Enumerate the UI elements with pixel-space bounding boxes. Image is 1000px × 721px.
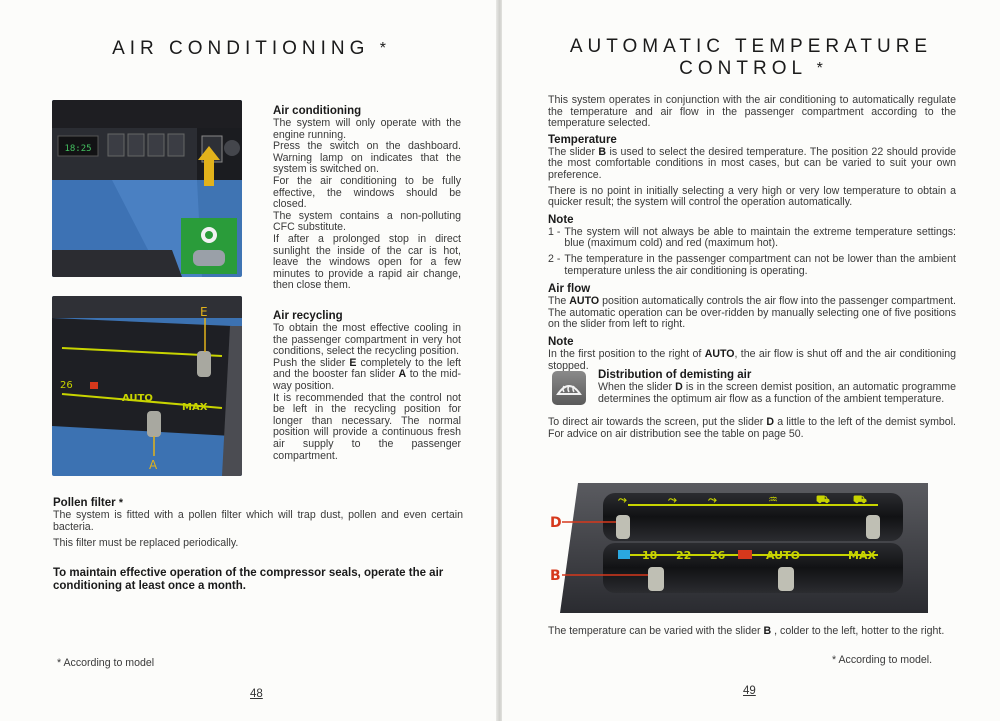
air-conditioning-heading: Air conditioning xyxy=(273,105,362,117)
demisting-p2-block xyxy=(548,417,956,440)
recycling-auto-label: AUTO xyxy=(122,393,153,404)
air-conditioning-section xyxy=(273,104,461,292)
right-page-number: 49 xyxy=(743,685,756,697)
temperature-p1-c: is used to select the desired temperature. The position 22 should provide the most comfortable conditions in most cases, but can be varied to suit your own preference. xyxy=(548,145,956,181)
air-recycling-p1: To obtain the most effective cooling in the passenger compartment in very hot conditions, select the recycling position. xyxy=(273,322,461,358)
panel-caption-text xyxy=(548,626,956,638)
right-title-line2-wrap xyxy=(502,58,1000,80)
cold-indicator xyxy=(618,550,630,559)
svg-text:⤳: ⤳ xyxy=(618,493,627,506)
slider-d[interactable] xyxy=(616,515,630,539)
svg-text:⤳: ⤳ xyxy=(668,493,677,506)
max-label: MAX xyxy=(848,549,876,562)
note1-item1-number: 1 - xyxy=(548,225,561,238)
demisting-section xyxy=(598,368,956,405)
slider-e-knob xyxy=(197,351,211,377)
demisting-heading: Distribution of demisting air xyxy=(598,369,752,381)
svg-text:⛟: ⛟ xyxy=(816,493,830,506)
note1-item2-text: The temperature in the passenger compartment can not be lower than the ambient temperature unless the air conditioning is operating. xyxy=(564,252,956,277)
note2-text-a: In the first position to the right of xyxy=(548,347,705,360)
note2-text-c: , the air flow is shut off and the air conditioning stopped. xyxy=(548,347,956,372)
temp-22-label: 22 xyxy=(676,549,692,562)
note1-item1-text: The system will not always be able to maintain the extreme temperature settings: blue (maximum cold) and red (maximum hot). xyxy=(564,225,956,250)
note1-item2-number: 2 - xyxy=(548,252,561,265)
dashboard-switch-illustration xyxy=(52,100,242,277)
air-conditioning-body: The system will only operate with the engine running. Press the switch on the dashboard. Warning lamp on indicates that the system is switched on. For the air conditioning to be fully effective, the windows should be closed. The system contains a non-polluting CFC substitute. If after a prolonged stop in direct sunlight the inside of the car is hot, leave the windows open for a few minutes to provide a rapid air change, then close them. xyxy=(273,117,461,292)
left-footnote: * According to model xyxy=(57,657,155,669)
right-title-line2: CONTROL xyxy=(679,58,807,79)
air-recycling-p2-c: completely to the left and the booster fan slider xyxy=(273,356,461,381)
panel-caption-a: The temperature can be varied with the slider xyxy=(548,625,764,637)
air-recycling-photo xyxy=(52,296,242,476)
air-flow-text xyxy=(548,296,956,331)
panel-caption-c: , colder to the left, hotter to the right. xyxy=(771,625,945,637)
air-recycling-p2 xyxy=(273,358,461,393)
note1-item1 xyxy=(548,227,956,250)
right-page xyxy=(502,0,1000,721)
air-recycling-p3: It is recommended that the control not be left in the recycling position for longer than necessary. The normal position will provide a continuous fresh air supply to the passenger compartment. xyxy=(273,391,461,462)
dashboard-switch-photo xyxy=(52,100,242,277)
note1-item2 xyxy=(548,254,956,277)
slider-e-ref: E xyxy=(349,356,357,369)
panel-caption xyxy=(548,626,956,638)
recycling-max-label: MAX xyxy=(182,402,208,413)
pollen-filter-heading: Pollen filter xyxy=(53,497,116,509)
note1-heading: Note xyxy=(548,213,574,226)
left-title-star: * xyxy=(379,40,386,57)
temperature-p1 xyxy=(548,147,956,182)
svg-text:⛟: ⛟ xyxy=(853,493,867,506)
air-recycling-section xyxy=(273,309,461,462)
temp-18-label: 18 xyxy=(642,549,658,562)
air-recycling-p2-e: to the mid-way position. xyxy=(273,368,461,392)
pollen-filter-section xyxy=(53,496,463,550)
recycling-callout-a: A xyxy=(149,458,158,472)
callout-b: B xyxy=(550,568,561,584)
air-recycling-p2-a: Push the slider xyxy=(273,356,350,369)
slider-fan[interactable] xyxy=(778,567,794,591)
callout-d: D xyxy=(550,515,562,531)
atc-text-column xyxy=(548,95,956,372)
note2-auto: AUTO xyxy=(704,347,735,360)
pollen-filter-star: * xyxy=(118,497,123,509)
recycling-temp-label: 26 xyxy=(60,380,73,391)
air-flow-auto: AUTO xyxy=(569,295,600,308)
atc-control-panel xyxy=(548,479,928,615)
slider-a-knob xyxy=(147,411,161,437)
air-recycling-heading: Air recycling xyxy=(273,310,343,322)
atc-intro: This system operates in conjunction with the air conditioning to automatically regulate the temperature and air flow in the passenger compartment according to the temperature selected. xyxy=(548,94,956,130)
demisting-p2-c: a little to the left of the demist symbol. For advice on air distribution see the table on page 50. xyxy=(548,416,956,440)
note2-heading: Note xyxy=(548,335,574,348)
left-page xyxy=(0,0,498,721)
slider-a-ref: A xyxy=(398,368,407,381)
demisting-p1 xyxy=(598,382,956,405)
recycling-callout-e: E xyxy=(200,305,208,319)
right-page-title xyxy=(502,36,1000,80)
compressor-warning xyxy=(53,567,463,593)
slider-b-ref: B xyxy=(598,145,607,158)
left-page-number: 48 xyxy=(250,688,263,700)
hot-indicator xyxy=(738,550,752,559)
temp-26-label: 26 xyxy=(710,549,726,562)
auto-label: AUTO xyxy=(766,549,800,562)
temperature-p2: There is no point in initially selecting a very high or very low temperature to obtain a quicker result; the system will control the operation automatically. xyxy=(548,184,956,209)
air-flow-text-a: The xyxy=(548,295,570,308)
right-footnote: * According to model. xyxy=(832,654,933,666)
recycling-panel-illustration xyxy=(52,296,242,476)
temperature-p1-a: The slider xyxy=(548,145,599,158)
slider-d-ref-2: D xyxy=(766,416,775,428)
clock-display: 18:25 xyxy=(64,144,92,154)
right-title-line1: AUTOMATIC TEMPERATURE xyxy=(569,36,933,57)
panel-caption-slider-b: B xyxy=(763,625,772,637)
demist-symbol xyxy=(552,371,586,405)
slider-b[interactable] xyxy=(648,567,664,591)
svg-text:⤳: ⤳ xyxy=(708,493,717,506)
pollen-filter-heading-line xyxy=(53,496,463,510)
compressor-warning-text: To maintain effective operation of the compressor seals, operate the air conditioning at least once a month. xyxy=(53,567,444,592)
distribution-roller-end xyxy=(866,515,880,539)
demisting-p2 xyxy=(548,417,956,440)
left-page-title xyxy=(0,38,498,60)
slider-d-ref: D xyxy=(675,381,683,393)
pollen-filter-p1: The system is fitted with a pollen filter which will trap dust, pollen and even certain bacteria. xyxy=(53,509,463,533)
demisting-p1-a: When the slider xyxy=(598,381,676,393)
air-flow-text-c: position automatically controls the air flow into the passenger compartment. The automatic operation can be over-ridden by manually selecting one of five positions on the slider from left to right. xyxy=(548,295,956,331)
temperature-heading: Temperature xyxy=(548,133,617,146)
air-flow-heading: Air flow xyxy=(548,283,591,296)
pollen-filter-p2: This filter must be replaced periodically. xyxy=(53,537,239,550)
demisting-p1-c: is in the screen demist position, an automatic programme determines the optimum air flow as a function of the ambient temperature. xyxy=(598,381,956,405)
left-title-text: AIR CONDITIONING xyxy=(112,38,370,59)
right-title-star: * xyxy=(816,60,823,77)
windscreen-defrost-icon xyxy=(556,376,582,400)
demisting-p2-a: To direct air towards the screen, put the slider xyxy=(548,416,767,428)
svg-text:♒: ♒ xyxy=(768,493,778,506)
